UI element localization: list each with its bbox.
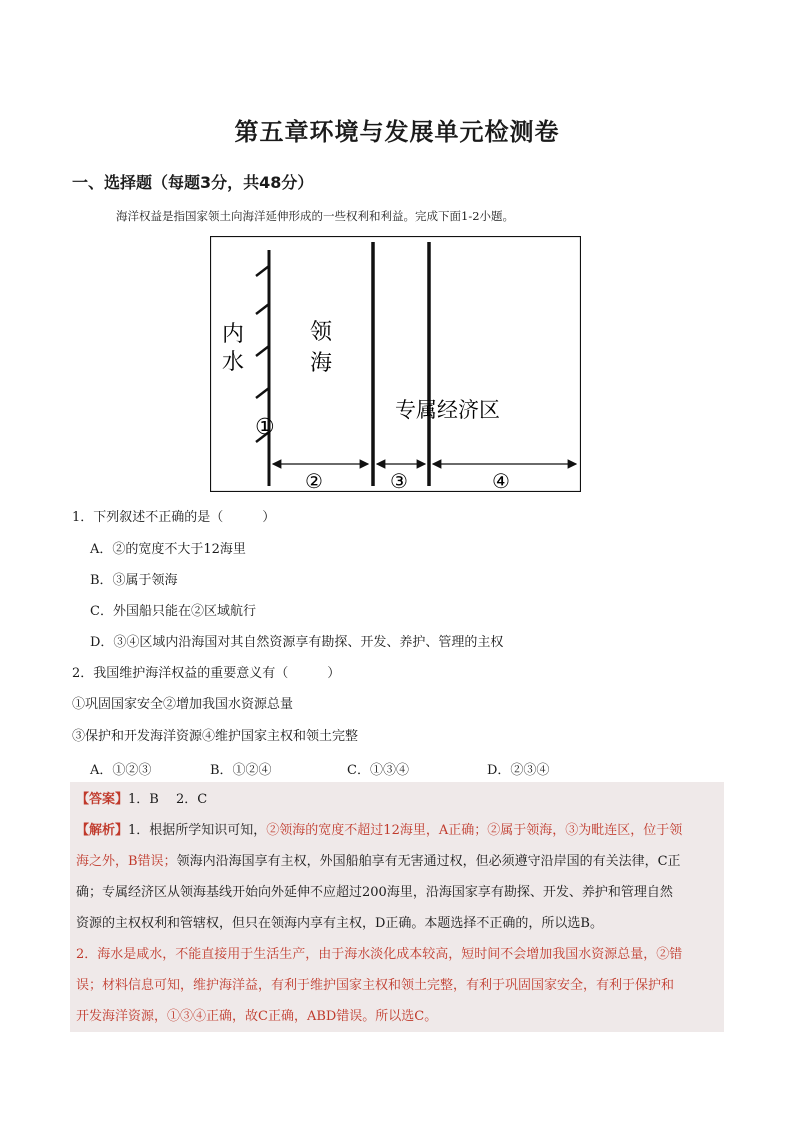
q2-option-c[interactable]: C．①③④ [347, 763, 409, 778]
analysis-line-4: 资源的主权权利和管辖权，但只在领海内享有主权，D正确。本题选择不正确的，所以选B。 [76, 916, 603, 931]
page-title: 第五章环境与发展单元检测卷 [234, 118, 560, 146]
q2-statement-2: ③保护和开发海洋资源④维护国家主权和领土完整 [72, 729, 359, 744]
mark-1: ① [255, 415, 275, 440]
label-eez: 专属经济区 [395, 398, 500, 422]
q2-statement-1: ①巩固国家安全②增加我国水资源总量 [72, 697, 294, 712]
mark-2: ② [305, 469, 323, 492]
analysis-text: 1．根据所学知识可知， [128, 823, 267, 838]
q1-stem: 1．下列叙述不正确的是（ ） [72, 510, 276, 525]
analysis-line-3: 确；专属经济区从领海基线开始向外延伸不应超过200海里，沿海国家享有勘探、开发、养护和管理自然 [76, 885, 673, 900]
question-intro: 海洋权益是指国家领土向海洋延伸形成的一些权利和利益。完成下面1-2小题。 [116, 209, 515, 223]
analysis-line-6: 误；材料信息可知，维护海洋益，有利于维护国家主权和领土完整，有利于巩固国家安全，有利于保护和 [76, 978, 675, 993]
analysis-highlight: 2．海水是咸水，不能直接用于生活生产，由于海水淡化成本较高，短时间不会增加我国水资源总量， [76, 947, 657, 962]
analysis-line-7: 开发海洋资源，①③④正确，故C正确，ABD错误。所以选C。 [76, 1009, 438, 1024]
q2-option-b[interactable]: B．①②④ [210, 763, 272, 778]
q2-stem: 2．我国维护海洋权益的重要意义有（ ） [72, 666, 341, 681]
mark-4: ④ [492, 469, 510, 492]
diagram-frame [211, 237, 581, 492]
q1-option-a[interactable]: A．②的宽度不大于12海里 [90, 542, 246, 557]
q1-option-b[interactable]: B．③属于领海 [90, 573, 178, 588]
answer-line [76, 790, 207, 810]
q2-option-a[interactable]: A．①②③ [90, 763, 152, 778]
answer-text: 1．B 2．C [128, 792, 208, 807]
label-inner-2: 水 [222, 350, 245, 375]
q2-option-d[interactable]: D．②③④ [487, 763, 550, 778]
mark-3: ③ [390, 469, 408, 492]
q1-option-d[interactable]: D．③④区域内沿海国对其自然资源享有勘探、开发、养护、管理的主权 [90, 635, 504, 650]
answer-tag: 【答案】 [76, 792, 129, 807]
analysis-highlight: ②领海的宽度不超过12海里，A正确；②属于领海，③为毗连区，位于领 [266, 823, 683, 838]
analysis-highlight: 海之外，B错误； [76, 854, 177, 869]
analysis-line-5 [76, 945, 682, 965]
analysis-highlight: ②错 [656, 947, 683, 962]
section-heading: 一、选择题（每题3分，共48分） [72, 173, 314, 192]
label-territorial-2: 海 [310, 351, 333, 376]
q1-option-c[interactable]: C．外国船只能在②区域航行 [90, 604, 256, 619]
label-territorial-1: 领 [310, 320, 333, 345]
analysis-tag: 【解析】 [76, 823, 129, 838]
maritime-zones-diagram [210, 236, 581, 492]
analysis-line-2 [76, 852, 681, 872]
analysis-text: 领海内沿海国享有主权，外国船舶享有无害通过权，但必须遵守沿岸国的有关法律，C正 [176, 854, 681, 869]
analysis-line-1 [76, 821, 682, 841]
label-inner-1: 内 [222, 322, 245, 347]
